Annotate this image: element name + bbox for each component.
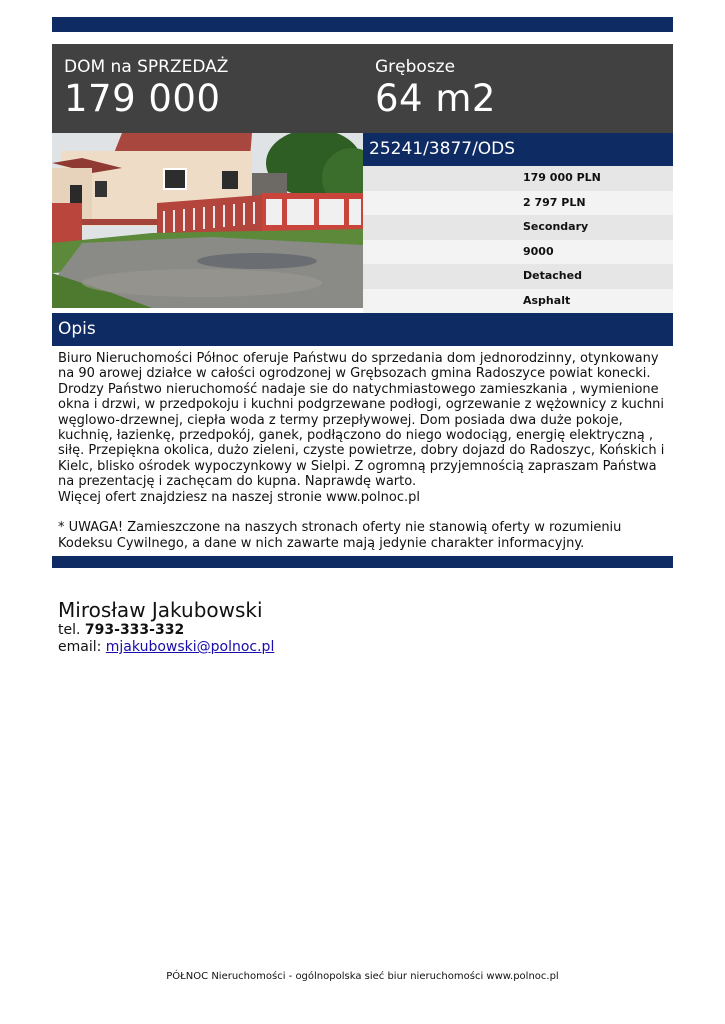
hero-left — [64, 56, 228, 120]
detail-access-road: Asphalt — [363, 289, 673, 314]
description-disclaimer: * UWAGA! Zamieszczone na naszych stronach oferty nie stanowią oferty w rozumieniu Kodeksu Cywilnego, a dane w nich zawarte mają jedynie charakter informacyjny. — [58, 520, 622, 551]
phone-label: tel. — [58, 622, 81, 638]
property-photo — [52, 133, 363, 308]
agent-phone-line — [58, 622, 274, 639]
agent-email-link[interactable]: mjakubowski@polnoc.pl — [105, 639, 275, 655]
detail-price-per-m2: 2 797 PLN — [363, 191, 673, 216]
agent-name: Mirosław Jakubowski — [58, 598, 263, 622]
description-more-offers: Więcej ofert znajdziesz na naszej stronie www.polnoc.pl — [58, 489, 420, 505]
bottom-accent-bar — [52, 556, 673, 568]
email-label: email: — [58, 639, 102, 655]
top-accent-bar — [52, 17, 673, 32]
page-footer: PÓŁNOC Nieruchomości - ogólnopolska sieć biur nieruchomości www.polnoc.pl — [166, 971, 559, 982]
listing-price: 179 000 — [64, 77, 221, 120]
detail-building-type: Detached — [363, 264, 673, 289]
listing-type: DOM na SPRZEDAŻ — [64, 57, 229, 77]
detail-price: 179 000 PLN — [363, 166, 673, 191]
details-table — [363, 166, 673, 313]
agent-email-line — [58, 639, 274, 656]
description-text — [58, 351, 668, 551]
agent-phone: 793-333-332 — [84, 622, 185, 638]
description-heading: Opis — [52, 313, 673, 346]
hero-banner — [52, 44, 673, 133]
reference-number: 25241/3877/ODS — [363, 133, 673, 166]
detail-market: Secondary — [363, 215, 673, 240]
listing-area: 64 m2 — [375, 77, 496, 120]
listing-location: Grębosze — [375, 57, 456, 77]
description-body: Biuro Nieruchomości Północ oferuje Państwu do sprzedania dom jednorodzinny, otynkowany na 90 arowej działce w całości ogrodzonej w Grębsozach gmina Radoszyce powiat konecki. Drodzy Państwo nieruchomość nadaje sie do natychmiastowego zamieszkania , wymienione okna i drzwi, w przedpokoju i kuchni podgrzewane podłogi, ogrzewanie z wężownicy z kuchni węglowo-drzewnej, ciepła woda z termy przepływowej. Dom posiada dwa duże pokoje, kuchnię, łazienkę, przedpokój, ganek, podłączono do niego wodociąg, energię elektryczną , siłę. Przepiękna okolica, dużo zieleni, czyste powietrze, dobry dojazd do Radoszyc, Końskich i Kielc, blisko ośrodek wypoczynkowy w Sielpi. Z ogromną przyjemnością zapraszam Państwa na prezentację i zachęcam do kupna. Naprawdę warto. — [58, 351, 665, 490]
agent-contact — [58, 598, 274, 656]
detail-plot-area: 9000 — [363, 240, 673, 265]
hero-right — [375, 56, 496, 120]
